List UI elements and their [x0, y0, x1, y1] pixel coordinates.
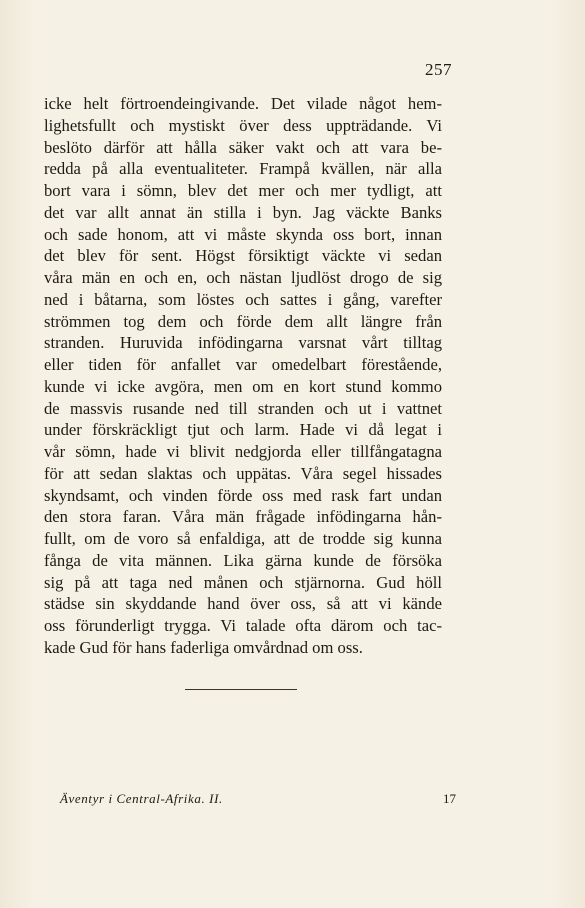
- text-line: för att sedan slaktas och uppätas. Våra segel hissades: [44, 463, 442, 483]
- text-line: stranden. Huruvida infödingarna varsnat vårt tilltag: [44, 333, 442, 353]
- text-line: under förskräckligt tjut och larm. Hade vi då legat i: [44, 420, 442, 440]
- text-line: städse sin skyddande hand över oss, så att vi kände: [44, 594, 442, 614]
- text-line: det var allt annat än stilla i byn. Jag väckte Banks: [44, 202, 442, 222]
- text-line: strömmen tog dem och förde dem allt längre från: [44, 311, 442, 331]
- text-line: kunde vi icke avgöra, men om en kort stund kommo: [44, 376, 442, 396]
- text-line: beslöto därför att hålla säker vakt och att vara be-: [44, 137, 442, 157]
- sheet-number: 17: [443, 791, 456, 806]
- text-line: bort vara i sömn, blev det mer och mer tydligt, att: [44, 181, 442, 200]
- text-line: våra män en och en, och nästan ljudlöst drogo de sig: [44, 268, 442, 287]
- text-line: sig på att taga ned månen och stjärnorna. Gud höll: [44, 572, 442, 592]
- text-line: skyndsamt, och vinden förde oss med rask fart undan: [44, 485, 442, 505]
- text-line: oss förunderligt trygga. Vi talade ofta därom och tac-: [44, 616, 442, 635]
- text-line: det blev för sent. Högst försiktigt väckte vi sedan: [44, 246, 442, 266]
- text-line: lighetsfullt och mystiskt över dess uppträdande. Vi: [44, 115, 442, 135]
- text-line: fånga de vita männen. Lika gärna kunde de försöka: [44, 550, 442, 570]
- text-line: icke helt förtroendeingivande. Det vilade något hem-: [44, 94, 442, 113]
- text-line: kade Gud för hans faderliga omvårdnad om oss.: [44, 637, 363, 657]
- text-line: den stora faran. Våra män frågade infödingarna hån-: [44, 507, 442, 527]
- text-line: eller tiden för anfallet var omedelbart förestående,: [44, 355, 442, 374]
- body-text: [44, 93, 442, 659]
- page-number: 257: [425, 60, 452, 79]
- text-line: vår sömn, hade vi blivit nedgjorda eller tillfångatagna: [44, 442, 442, 461]
- section-divider: [185, 689, 297, 690]
- text-line: redda på alla eventualiteter. Frampå kvällen, när alla: [44, 159, 442, 179]
- text-line: fullt, om de voro så enfaldiga, att de trodde sig kunna: [44, 529, 442, 548]
- text-line: de massvis rusande ned till stranden och ut i vattnet: [44, 398, 442, 418]
- signature-mark: Äventyr i Central-Afrika. II.: [60, 791, 223, 806]
- text-line: och sade honom, att vi måste skynda oss bort, innan: [44, 224, 442, 244]
- text-line: ned i båtarna, som löstes och sattes i gång, varefter: [44, 289, 442, 309]
